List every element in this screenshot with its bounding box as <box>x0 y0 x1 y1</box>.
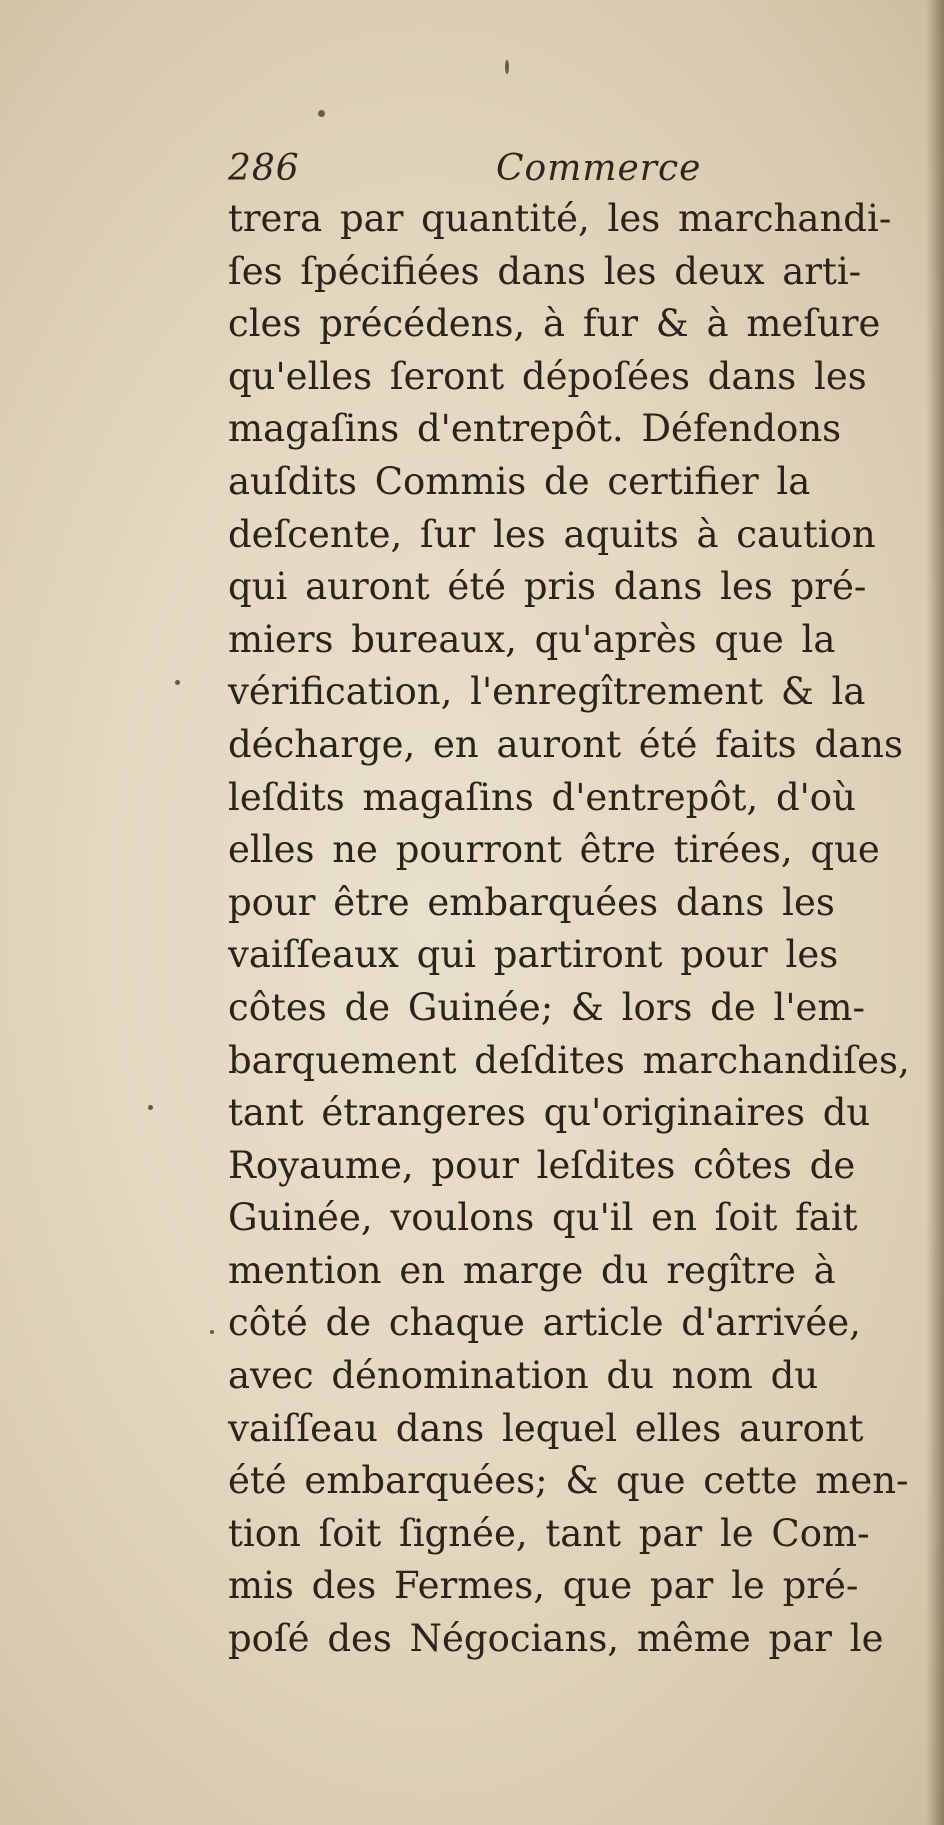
text-line: tant étrangeres qu'originaires du <box>228 1091 871 1135</box>
section-title: Commerce <box>496 148 702 189</box>
paper-speck <box>148 1105 153 1110</box>
paper-speck <box>175 680 180 685</box>
text-line: cles précédens, à fur & à meſure <box>228 302 881 346</box>
text-line: barquement deſdites marchandiſes, <box>228 1038 910 1082</box>
text-line: qui auront été pris dans les pré- <box>228 565 867 609</box>
paper-speck <box>210 1330 214 1334</box>
text-line: avec dénomination du nom du <box>228 1354 819 1398</box>
text-line: mis des Fermes, que par le pré- <box>228 1564 859 1608</box>
paper-speck <box>505 60 509 74</box>
text-line: qu'elles ſeront dépoſées dans les <box>228 354 867 398</box>
page-edge-shadow <box>926 0 944 1825</box>
text-line: côtes de Guinée; & lors de l'em- <box>228 985 865 1029</box>
text-line: vérification, l'enregîtrement & la <box>228 670 866 714</box>
text-line: miers bureaux, qu'après que la <box>228 617 836 661</box>
text-line: mention en marge du regître à <box>228 1248 836 1292</box>
text-line: magaſins d'entrepôt. Défendons <box>228 407 842 451</box>
text-line: vaiſſeau dans lequel elles auront <box>228 1406 864 1450</box>
text-line: poſé des Négocians, même par le <box>228 1617 884 1661</box>
text-line: été embarquées; & que cette men- <box>228 1459 909 1503</box>
text-line: Royaume, pour leſdites côtes de <box>228 1143 856 1187</box>
text-line: leſdits magaſins d'entrepôt, d'où <box>228 775 856 819</box>
text-line: tion ſoit ſignée, tant par le Com- <box>228 1511 870 1555</box>
text-line: trera par quantité, les marchandi- <box>228 197 892 240</box>
running-head <box>228 148 788 198</box>
text-line: décharge, en auront été faits dans <box>228 722 903 766</box>
text-line: elles ne pourront être tirées, que <box>228 828 880 872</box>
text-line: Guinée, voulons qu'il en ſoit fait <box>228 1196 858 1240</box>
text-line: vaiſſeaux qui partiront pour les <box>228 933 839 977</box>
text-line: auſdits Commis de certifier la <box>228 459 811 503</box>
paper-speck <box>318 110 325 117</box>
text-line: pour être embarquées dans les <box>228 880 835 924</box>
text-line: ſes ſpécifiées dans les deux arti- <box>228 249 862 293</box>
text-line: côté de chaque article d'arrivée, <box>228 1301 861 1345</box>
page-number: 286 <box>228 148 300 189</box>
body-text <box>228 193 918 1666</box>
text-line: deſcente, ſur les aquits à caution <box>228 512 876 556</box>
